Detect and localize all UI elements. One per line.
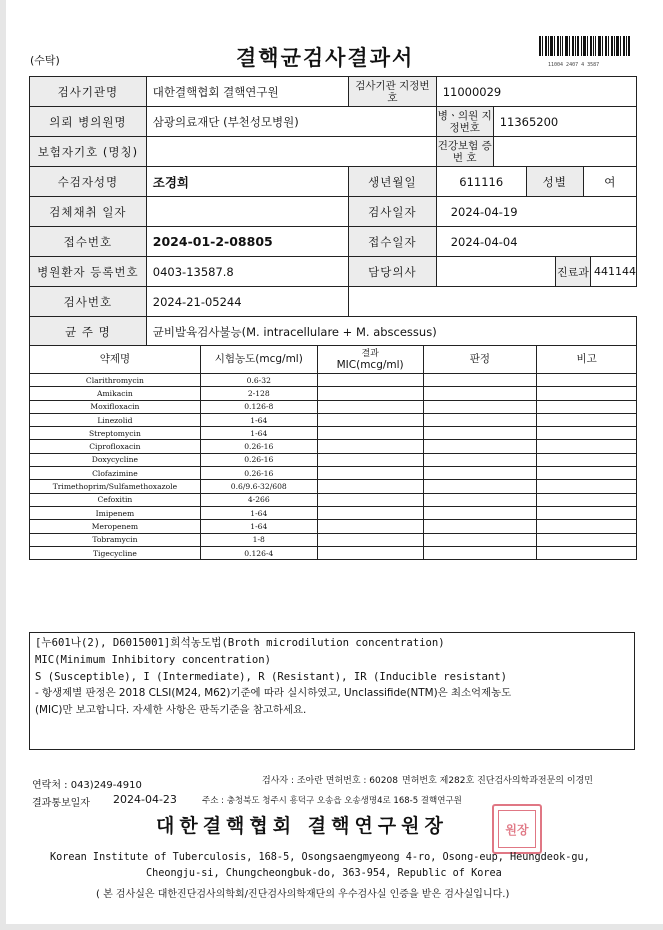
hospital-value: 삼광의료재단 (부천성모병원) [146,107,436,137]
mic-header [317,346,423,374]
institution-label: 검사기관명 [30,77,147,107]
institution-code-value: 11000029 [436,77,636,107]
info-row-receipt [30,227,637,257]
address-korean: 주소 : 충청북도 청주시 흥덕구 오송읍 오송생명4로 168-5 결핵연구원 [202,796,462,806]
drug-rows [30,374,637,560]
table-header-row [30,346,637,374]
test-number-label: 검사번호 [30,287,147,317]
contact: 연락처 : 043)249-4910 [32,780,142,791]
birthdate-value: 611116 [436,167,526,197]
page-title: 결핵균검사결과서 [236,46,415,70]
judgement-cell [423,467,537,480]
institution-code-label: 검사기관 지정번호 [349,77,437,107]
table-row [30,467,637,480]
judgement-cell [423,453,537,466]
table-row [30,546,637,559]
test-range-cell: 1-64 [200,427,317,440]
drug-name-cell: Tigecycline [30,546,201,559]
mic-cell [317,533,423,546]
strain-value: 균비발육검사불능(M. intracellulare + M. abscessus) [146,317,636,347]
test-range-cell: 1-64 [200,506,317,519]
institution-value: 대한결핵협회 결핵연구원 [146,77,348,107]
receipt-number-label: 접수번호 [30,227,147,257]
seal-text: 원장 [498,810,536,848]
note-cell [537,533,637,546]
barcode [539,36,631,62]
collection-date-label: 검체채취 일자 [30,197,147,227]
info-row-test-number [30,287,637,317]
receipt-number-value: 2024-01-2-08805 [146,227,348,257]
report-date: 2024-04-23 [113,793,177,806]
judgement-cell [423,480,537,493]
patient-info-table [29,76,637,347]
mic-cell [317,480,423,493]
mic-cell [317,427,423,440]
mic-cell [317,546,423,559]
drug-name-cell: Ciprofloxacin [30,440,201,453]
empty-cell [349,287,637,317]
drug-name-cell: Imipenem [30,506,201,519]
mic-cell [317,440,423,453]
note-cell [537,400,637,413]
test-range-cell: 1-64 [200,520,317,533]
doctor-label: 담당의사 [349,257,437,287]
registration-value: 0403-13587.8 [146,257,348,287]
table-row [30,453,637,466]
judgement-cell [423,493,537,506]
note-cell [537,467,637,480]
collection-date-value [146,197,348,227]
institute-name: 대한결핵협회 결핵연구원장 [156,815,448,837]
official-seal [492,804,542,854]
susceptibility-table [29,345,637,560]
test-range-cell: 0.6/9.6-32/608 [200,480,317,493]
test-range-cell: 0.26-16 [200,440,317,453]
table-row [30,374,637,387]
info-row-insurance [30,137,637,167]
note-cell [537,493,637,506]
table-row [30,533,637,546]
info-row-institution [30,77,637,107]
doctor-license: 면허번호 제282호 진단검사의학과전문의 이경민 [402,776,593,786]
table-row [30,400,637,413]
address-english-2: Cheongju-si, Chungcheongbuk-do, 363-954, Republic of Korea [146,868,502,879]
test-date-label: 검사일자 [349,197,437,227]
table-row [30,413,637,426]
judgement-cell [423,546,537,559]
note-line: (MIC)만 보고합니다. 자세한 사항은 판독기준을 참고하세요. [35,704,307,717]
hospital-code-value: 11365200 [499,114,559,129]
note-cell [537,413,637,426]
note-cell [537,546,637,559]
note-cell [537,520,637,533]
test-range-cell: 0.26-16 [200,467,317,480]
insurance-label: 보험자기호 (명칭) [30,137,147,167]
note-header: 비고 [537,346,637,374]
drug-name-cell: Amikacin [30,387,201,400]
mic-header-unit: MIC(mcg/ml) [336,358,404,371]
drug-name-cell: Moxifloxacin [30,400,201,413]
notes-box [29,632,635,750]
note-line: S (Susceptible), I (Intermediate), R (Resistant), IR (Inducible resistant) [35,670,507,683]
request-tag: (수탁) [30,54,60,67]
insurance-number-label: 건강보험 증 번 호 [437,137,494,166]
receipt-date-label: 접수일자 [349,227,437,257]
mic-cell [317,387,423,400]
test-date-value: 2024-04-19 [436,197,636,227]
insurance-number-cell [436,137,636,167]
note-cell [537,440,637,453]
note-line: - 항생제별 판정은 2018 CLSI(M24, M62)기준에 따라 실시하였고, Unclassifide(NTM)은 최소억제농도 [35,687,512,700]
strain-label: 균 주 명 [30,317,147,347]
mic-cell [317,506,423,519]
judgement-cell [423,374,537,387]
doctor-value [436,257,555,287]
mic-cell [317,493,423,506]
patient-name-label: 수검자성명 [30,167,147,197]
sex-value: 여 [583,167,636,197]
table-row [30,506,637,519]
info-row-strain [30,317,637,347]
drug-name-cell: Meropenem [30,520,201,533]
patient-name-value: 조경희 [146,167,348,197]
table-row [30,480,637,493]
department-label: 진료과 [556,257,591,286]
mic-cell [317,453,423,466]
test-range-cell: 1-64 [200,413,317,426]
drug-name-cell: Trimethoprim/Sulfamethoxazole [30,480,201,493]
note-cell [537,387,637,400]
drug-name-cell: Tobramycin [30,533,201,546]
receipt-date-value: 2024-04-04 [436,227,636,257]
drug-name-cell: Cefoxitin [30,493,201,506]
note-cell [537,374,637,387]
hospital-code-cell [436,107,636,137]
mic-cell [317,520,423,533]
table-row [30,520,637,533]
judgement-header: 판정 [423,346,537,374]
info-row-patient [30,167,637,197]
note-cell [537,506,637,519]
drug-name-cell: Clarithromycin [30,374,201,387]
table-row [30,493,637,506]
sex-label: 성별 [526,167,583,197]
registration-label: 병원환자 등록번호 [30,257,147,287]
judgement-cell [423,440,537,453]
note-line: MIC(Minimum Inhibitory concentration) [35,653,271,666]
judgement-cell [423,400,537,413]
info-row-hospital [30,107,637,137]
test-range-cell: 0.6-32 [200,374,317,387]
judgement-cell [423,506,537,519]
judgement-cell [423,387,537,400]
table-row [30,387,637,400]
note-cell [537,480,637,493]
test-range-cell: 0.126-8 [200,400,317,413]
mic-cell [317,374,423,387]
judgement-cell [423,413,537,426]
department-cell [555,257,636,287]
info-row-registration [30,257,637,287]
drug-name-cell: Clofazimine [30,467,201,480]
mic-cell [317,467,423,480]
test-range-cell: 4-266 [200,493,317,506]
department-value: 441144 [593,265,636,278]
inspector: 검사자 : 조아란 면허번호 : 60208 [262,776,398,786]
test-range-cell: 0.126-4 [200,546,317,559]
hospital-label: 의뢰 병의원명 [30,107,147,137]
drug-name-cell: Linezolid [30,413,201,426]
mic-header-top: 결과 [361,348,379,359]
table-row [30,427,637,440]
info-row-collection [30,197,637,227]
mic-cell [317,413,423,426]
drug-name-cell: Streptomycin [30,427,201,440]
note-cell [537,453,637,466]
judgement-cell [423,520,537,533]
page-edge [0,0,6,930]
page-bottom-edge [0,924,663,930]
drug-name-cell: Doxycycline [30,453,201,466]
insurance-value [146,137,436,167]
note-line: [누601나(2), D6015001]희석농도법(Broth microdilution concentration) [35,637,445,649]
table-row [30,440,637,453]
address-english-1: Korean Institute of Tuberculosis, 168-5, Osongsaengmyeong 4-ro, Osong-eup, Heungdeok-gu, [50,852,590,863]
range-header: 시험농도(mcg/ml) [200,346,317,374]
mic-cell [317,400,423,413]
judgement-cell [423,533,537,546]
judgement-cell [423,427,537,440]
certification-note: ( 본 검사실은 대한진단검사의학회/진단검사의학재단의 우수검사실 인증을 받은 검사실입니다.) [96,889,510,900]
test-number-value: 2024-21-05244 [146,287,348,317]
birthdate-label: 생년월일 [349,167,437,197]
hospital-code-label: 병ㆍ의원 지정번호 [437,107,494,136]
drug-header: 약제명 [30,346,201,374]
report-date-label: 결과통보일자 [32,798,90,809]
note-cell [537,427,637,440]
test-range-cell: 1-8 [200,533,317,546]
test-range-cell: 0.26-16 [200,453,317,466]
test-range-cell: 2-128 [200,387,317,400]
barcode-number: 11004 2407 4 3587 [548,62,600,68]
